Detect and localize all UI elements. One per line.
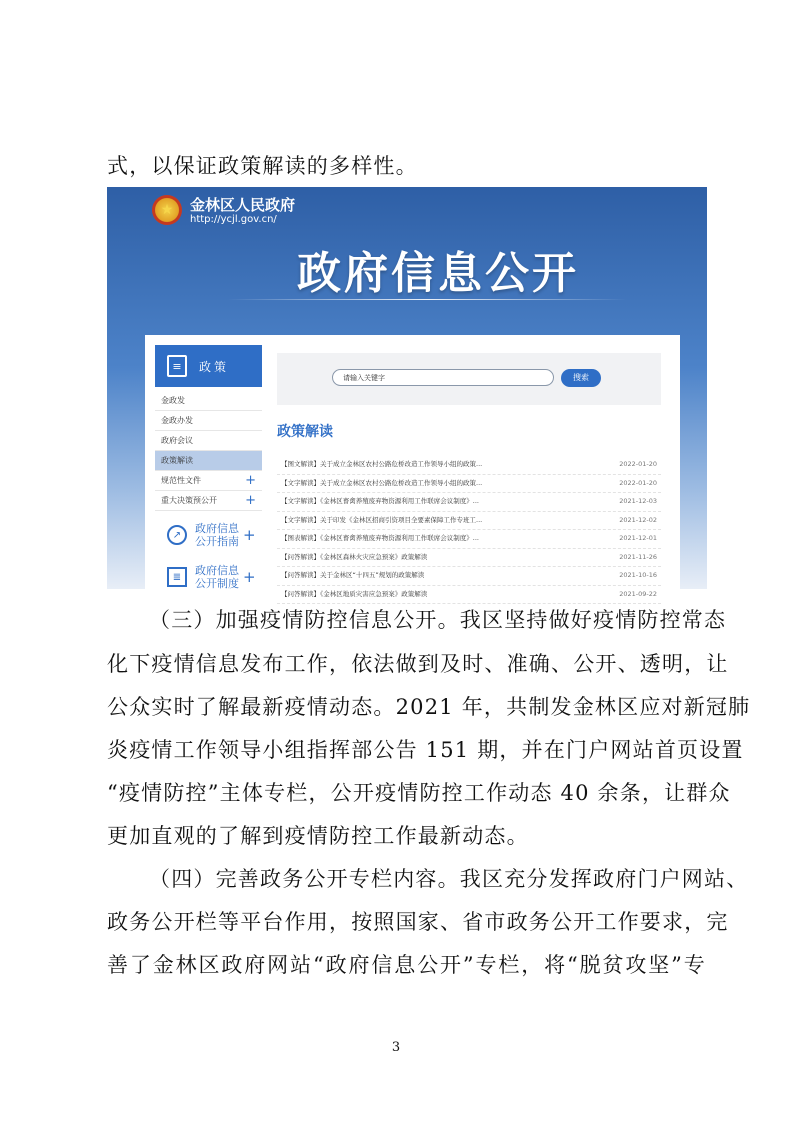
sidebar-item-jinzhengfa[interactable] — [155, 391, 262, 411]
expand-plus-icon[interactable]: + — [245, 493, 256, 508]
list-item[interactable] — [277, 475, 661, 494]
sidebar-item-label: 重大决策预公开 — [161, 496, 217, 505]
item-title[interactable]: 【图表解读】《金林区畜禽养殖废弃物资源利用工作联席会议制度》... — [281, 534, 479, 542]
sidebar-item-label: 规范性文件 — [161, 476, 201, 485]
sidebar-item-label: 政府会议 — [161, 436, 193, 445]
item-title[interactable]: 【文字解读】《金林区畜禽养殖废弃物资源利用工作联席会议制度》... — [281, 497, 479, 505]
item-title[interactable]: 【文字解读】关于成立金林区农村公路危桥改造工作领导小组的政策... — [281, 478, 483, 487]
sidebar-item-label: 金政办发 — [161, 416, 193, 425]
document-icon: ≡ — [167, 355, 187, 377]
item-title[interactable]: 【文字解读】关于印发《金林区招商引资项目全要素保障工作专班工... — [281, 515, 483, 524]
section-title: 政策解读 — [277, 424, 333, 440]
website-screenshot — [107, 187, 707, 598]
paragraph-line: （四）完善政务公开专栏内容。我区充分发挥政府门户网站、 — [149, 867, 749, 891]
paragraph-line: 政务公开栏等平台作用，按照国家、省市政务公开工作要求，完 — [107, 910, 729, 934]
list-item[interactable] — [277, 567, 661, 586]
item-date: 2021-12-03 — [619, 497, 657, 505]
list-icon: ≣ — [167, 567, 187, 587]
item-title[interactable]: 【图文解读】关于成立金林区农村公路危桥改造工作领导小组的政策... — [281, 460, 483, 468]
paragraph-line: 公众实时了解最新疫情动态。2021 年，共制发金林区应对新冠肺 — [107, 695, 751, 719]
list-item[interactable] — [277, 456, 661, 475]
sidebar-item-meetings[interactable] — [155, 431, 262, 451]
paragraph-line: 化下疫情信息发布工作，依法做到及时、准确、公开、透明，让 — [107, 652, 729, 676]
item-title[interactable]: 【问答解读】《金林区森林火灾应急预案》政策解读 — [281, 552, 428, 561]
search-bar — [277, 353, 661, 405]
item-date: 2021-12-02 — [619, 515, 657, 524]
paragraph-line: （三）加强疫情防控信息公开。我区坚持做好疫情防控常态 — [149, 608, 727, 632]
search-input[interactable]: 请输入关键字 — [332, 369, 554, 386]
guide-label: 政府信息公开制度 — [195, 564, 239, 590]
paragraph-line: 更加直观的了解到疫情防控工作最新动态。 — [107, 824, 529, 848]
item-date: 2021-12-01 — [619, 534, 657, 542]
hero-divider — [227, 299, 627, 300]
policy-list — [277, 456, 661, 604]
sidebar-menu — [155, 391, 262, 511]
sidebar-item-major-decisions[interactable] — [155, 491, 262, 511]
expand-plus-icon[interactable]: + — [243, 526, 256, 544]
item-title[interactable]: 【问答解读】《金林区地质灾害应急预案》政策解读 — [281, 589, 428, 598]
guide-label: 政府信息公开指南 — [195, 522, 239, 548]
paragraph-line: “疫情防控”主体专栏，公开疫情防控工作动态 40 余条，让群众 — [107, 781, 731, 805]
sidebar-item-label: 政策解读 — [161, 456, 193, 465]
list-item[interactable] — [277, 530, 661, 549]
list-item[interactable] — [277, 549, 661, 568]
left-sidebar — [155, 345, 262, 595]
info-system-link[interactable] — [155, 557, 262, 597]
info-guide-link[interactable] — [155, 515, 262, 555]
main-content — [277, 353, 667, 598]
expand-plus-icon[interactable]: + — [243, 568, 256, 586]
item-date: 2021-11-26 — [619, 552, 657, 561]
sidebar-item-policy-interpretation[interactable] — [155, 451, 262, 471]
sidebar-item-label: 金政发 — [161, 396, 185, 405]
compass-icon: ↗ — [167, 525, 187, 545]
national-emblem-icon: ★ — [152, 195, 182, 225]
sidebar-item-jinzhengbanfa[interactable] — [155, 411, 262, 431]
hero-title: 政府信息公开 — [297, 248, 579, 299]
list-item[interactable] — [277, 512, 661, 531]
item-date: 2022-01-20 — [619, 460, 657, 468]
site-url: http://ycjl.gov.cn/ — [190, 214, 277, 225]
content-panel — [145, 335, 680, 598]
policy-label: 政策 — [199, 359, 230, 374]
site-name: 金林区人民政府 — [190, 196, 296, 214]
item-title[interactable]: 【问答解读】关于金林区“十四五”规划的政策解读 — [281, 571, 425, 579]
list-item[interactable] — [277, 586, 661, 605]
page-number: 3 — [391, 1040, 401, 1055]
paragraph-line: 式，以保证政策解读的多样性。 — [107, 154, 418, 178]
item-date: 2022-01-20 — [619, 478, 657, 487]
policy-header[interactable] — [155, 345, 262, 387]
list-item[interactable] — [277, 493, 661, 512]
sidebar-item-normative-docs[interactable] — [155, 471, 262, 491]
item-date: 2021-09-22 — [619, 589, 657, 598]
paragraph-line: 炎疫情工作领导小组指挥部公告 151 期，并在门户网站首页设置 — [107, 738, 744, 762]
search-button[interactable]: 搜索 — [561, 369, 601, 387]
expand-plus-icon[interactable]: + — [245, 473, 256, 488]
paragraph-line: 善了金林区政府网站“政府信息公开”专栏，将“脱贫攻坚”专 — [107, 953, 706, 977]
item-date: 2021-10-16 — [619, 571, 657, 579]
